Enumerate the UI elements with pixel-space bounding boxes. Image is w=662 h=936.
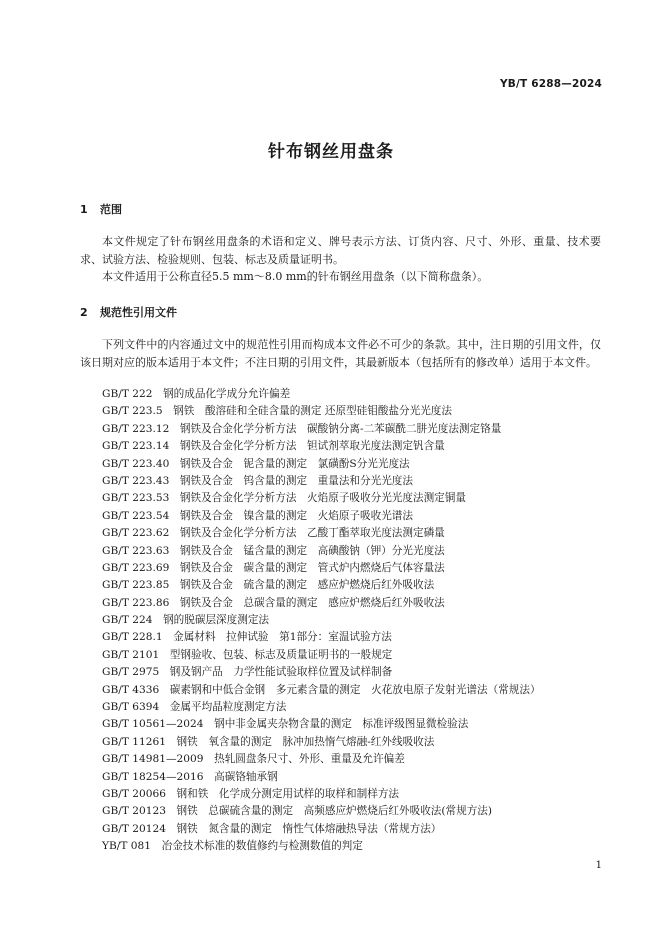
reference-item: GB/T 223.62 钢铁及合金化学分析方法 乙酸丁酯萃取光度法测定磷量 (102, 527, 445, 540)
reference-item: GB/T 223.14 钢铁及合金化学分析方法 钽试剂萃取光度法测定钒含量 (102, 440, 445, 453)
section-1-title: 范围 (100, 203, 122, 216)
reference-item: YB/T 081 冶金技术标准的数值修约与检测数值的判定 (102, 840, 363, 853)
reference-item: GB/T 2101 型钢验收、包装、标志及质量证明书的一般规定 (102, 648, 393, 661)
reference-item: GB/T 4336 碳素钢和中低合金钢 多元素含量的测定 火花放电原子发射光谱法（常规法） (102, 683, 541, 696)
reference-item: GB/T 10561—2024 钢中非金属夹杂物含量的测定 标准评级图显微检验法 (102, 718, 469, 731)
reference-item: GB/T 18254—2016 高碳铬轴承钢 (102, 770, 278, 783)
reference-item: GB/T 223.5 钢铁 酸溶硅和全硅含量的测定 还原型硅钼酸盐分光光度法 (102, 405, 452, 418)
reference-item: GB/T 223.54 钢铁及合金 镍含量的测定 火焰原子吸收光谱法 (102, 509, 413, 522)
standard-code: YB/T 6288—2024 (499, 78, 602, 90)
section-2-title: 规范性引用文件 (100, 306, 177, 319)
reference-item: GB/T 228.1 金属材料 拉伸试验 第1部分：室温试验方法 (102, 631, 392, 644)
section-1-heading (80, 201, 122, 217)
reference-item: GB/T 20124 钢铁 氮含量的测定 惰性气体熔融热导法（常规方法） (102, 822, 442, 835)
reference-item: GB/T 14981—2009 热轧圆盘条尺寸、外形、重量及允许偏差 (102, 753, 405, 766)
reference-item: GB/T 2975 钢及钢产品 力学性能试验取样位置及试样制备 (102, 666, 393, 679)
reference-item: GB/T 6394 金属平均晶粒度测定方法 (102, 701, 287, 714)
reference-item: GB/T 223.40 钢铁及合金 铌含量的测定 氯磺酚S分光光度法 (102, 457, 410, 470)
section-1-number: 1 (80, 203, 88, 216)
reference-item: GB/T 20066 钢和铁 化学成分测定用试样的取样和制样方法 (102, 787, 400, 800)
reference-item: GB/T 223.12 钢铁及合金化学分析方法 碳酸钠分离-二苯碳酰二肼光度法测定铬量 (102, 422, 502, 435)
page-number: 1 (595, 860, 602, 871)
reference-item: GB/T 222 钢的成品化学成分允许偏差 (102, 388, 291, 400)
reference-item: GB/T 223.69 钢铁及合金 碳含量的测定 管式炉内燃烧后气体容量法 (102, 561, 445, 574)
reference-item: GB/T 223.86 钢铁及合金 总碳含量的测定 感应炉燃烧后红外吸收法 (102, 596, 445, 609)
section-2-number: 2 (80, 306, 88, 319)
reference-item: GB/T 20123 钢铁 总碳硫含量的测定 高频感应炉燃烧后红外吸收法(常规方法) (102, 805, 493, 818)
reference-list (102, 386, 602, 856)
document-title: 针布钢丝用盘条 (268, 142, 394, 162)
section-1-paragraph: 本文件适用于公称直径5.5 mm～8.0 mm的针布钢丝用盘条（以下简称盘条）。 (102, 270, 489, 283)
section-1-paragraph: 本文件规定了针布钢丝用盘条的术语和定义、牌号表示方法、订货内容、尺寸、外形、重量、技术要求、试验方法、检验规则、包装、标志及质量证明书。 (80, 235, 601, 266)
reference-item: GB/T 11261 钢铁 氧含量的测定 脉冲加热惰气熔融-红外线吸收法 (102, 735, 435, 748)
section-2-intro (80, 336, 601, 371)
reference-item: GB/T 224 钢的脱碳层深度测定法 (102, 614, 270, 627)
reference-item: GB/T 223.53 钢铁及合金化学分析方法 火焰原子吸收分光光度法测定铜量 (102, 492, 466, 505)
reference-item: GB/T 223.63 钢铁及合金 锰含量的测定 高碘酸钠（钾）分光光度法 (102, 544, 445, 557)
reference-item: GB/T 223.85 钢铁及合金 硫含量的测定 感应炉燃烧后红外吸收法 (102, 579, 435, 592)
section-1-body (80, 233, 601, 286)
section-2-heading (80, 304, 177, 320)
reference-item: GB/T 223.43 钢铁及合金 钨含量的测定 重量法和分光光度法 (102, 474, 413, 487)
section-2-paragraph: 下列文件中的内容通过文中的规范性引用而构成本文件必不可少的条款。其中，注日期的引用文件，仅该日期对应的版本适用于本文件；不注日期的引用文件，其最新版本（包括所有的修改单）适用于本文件。 (80, 338, 601, 369)
